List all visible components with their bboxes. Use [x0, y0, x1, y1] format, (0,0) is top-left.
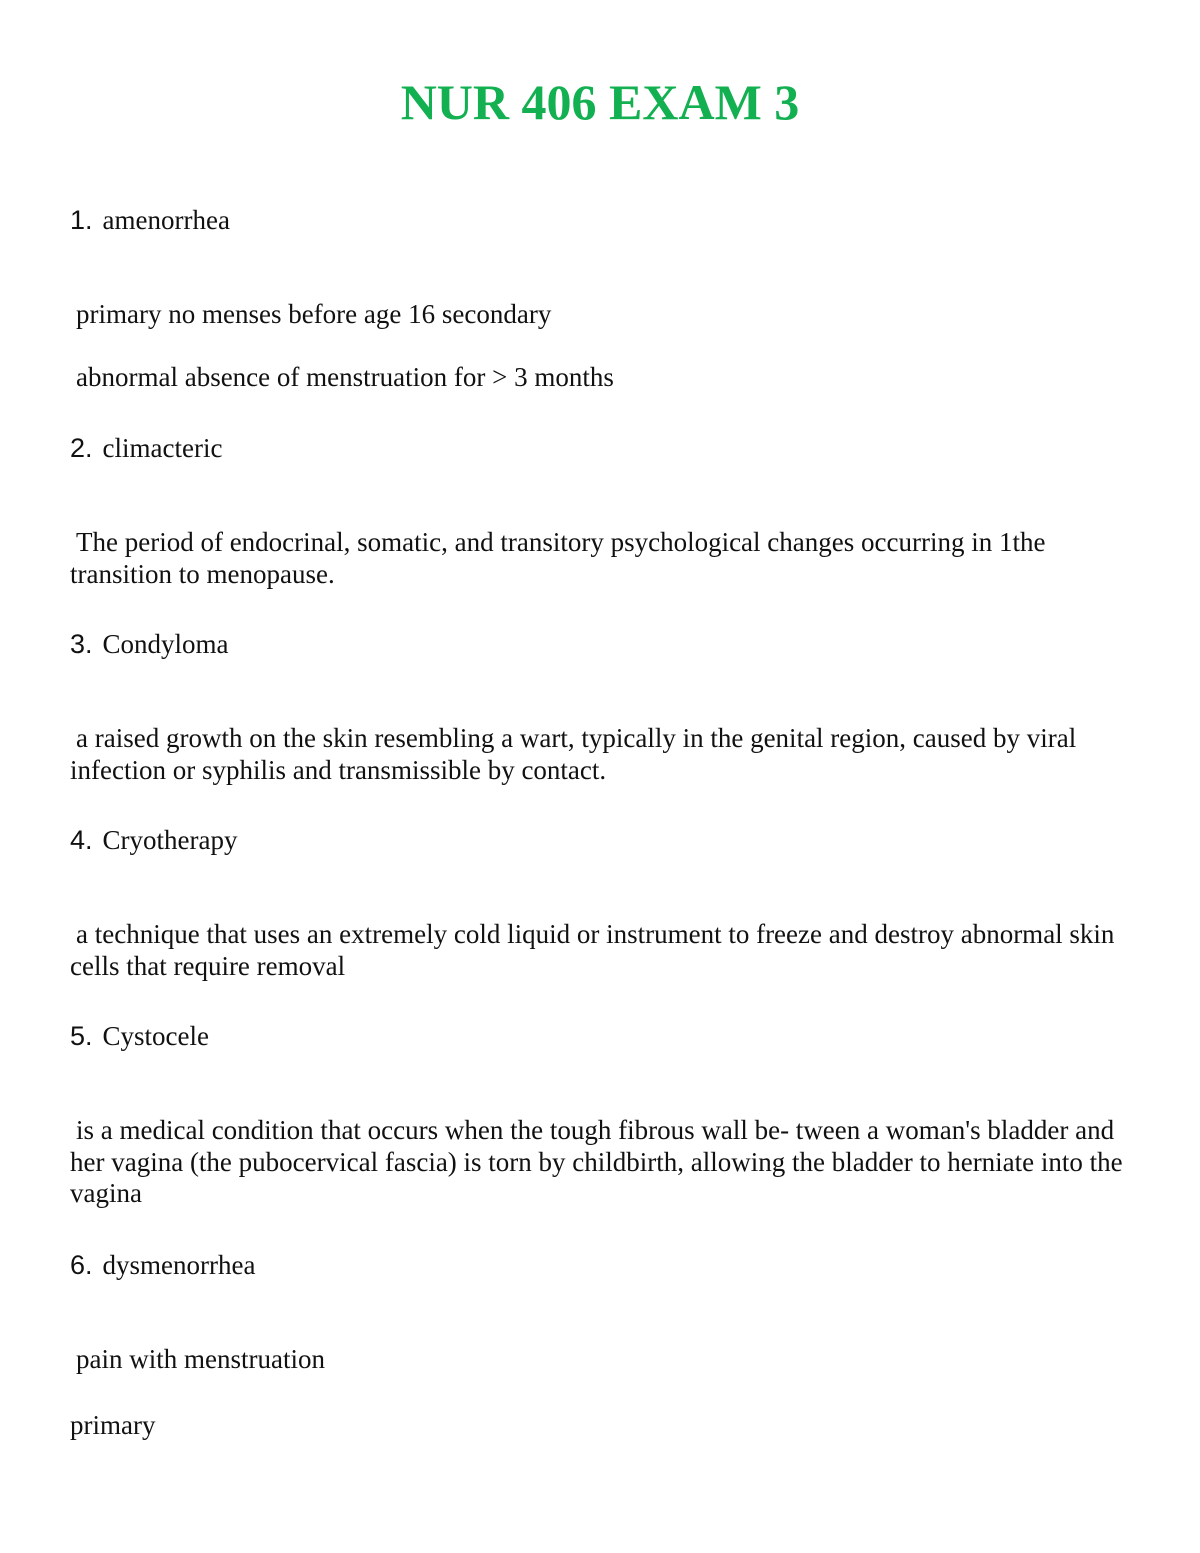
term-number: 2.	[70, 433, 93, 463]
term-climacteric	[70, 432, 222, 464]
term-word: dysmenorrhea	[102, 1250, 256, 1280]
definition-climacteric: The period of endocrinal, somatic, and transitory psychological changes occurring in 1the transition to menopause.	[70, 527, 1046, 589]
term-condyloma	[70, 628, 229, 660]
definition-condyloma: a raised growth on the skin resembling a wart, typically in the genital region, caused by viral infection or syphilis and transmissible by contact.	[70, 723, 1077, 785]
term-word: Cystocele	[102, 1021, 210, 1051]
definition-amenorrhea-1: primary no menses before age 16 secondary	[76, 299, 552, 329]
term-cryotherapy	[70, 824, 238, 856]
term-word: Cryotherapy	[102, 825, 238, 855]
term-word: amenorrhea	[102, 205, 230, 235]
term-number: 1.	[70, 205, 93, 235]
definition-amenorrhea-2: abnormal absence of menstruation for > 3 months	[76, 362, 614, 392]
term-number: 5.	[70, 1021, 93, 1051]
term-cystocele	[70, 1020, 209, 1052]
term-number: 3.	[70, 629, 93, 659]
document-title: NUR 406 EXAM 3	[400, 74, 800, 130]
term-number: 6.	[70, 1250, 93, 1280]
term-number: 4.	[70, 825, 93, 855]
term-word: climacteric	[102, 433, 223, 463]
definition-cryotherapy: a technique that uses an extremely cold liquid or instrument to freeze and destroy abnormal skin cells that require removal	[70, 919, 1115, 981]
definition-dysmenorrhea-2: primary	[70, 1410, 156, 1440]
definition-dysmenorrhea-1: pain with menstruation	[76, 1344, 325, 1374]
term-word: Condyloma	[102, 629, 229, 659]
definition-cystocele: is a medical condition that occurs when the tough fibrous wall be- tween a woman's bladder and her vagina (the pubocervical fascia) is torn by childbirth, allowing the bladder to herniate into the vagina	[70, 1115, 1123, 1208]
term-amenorrhea	[70, 204, 230, 236]
term-dysmenorrhea	[70, 1249, 255, 1281]
